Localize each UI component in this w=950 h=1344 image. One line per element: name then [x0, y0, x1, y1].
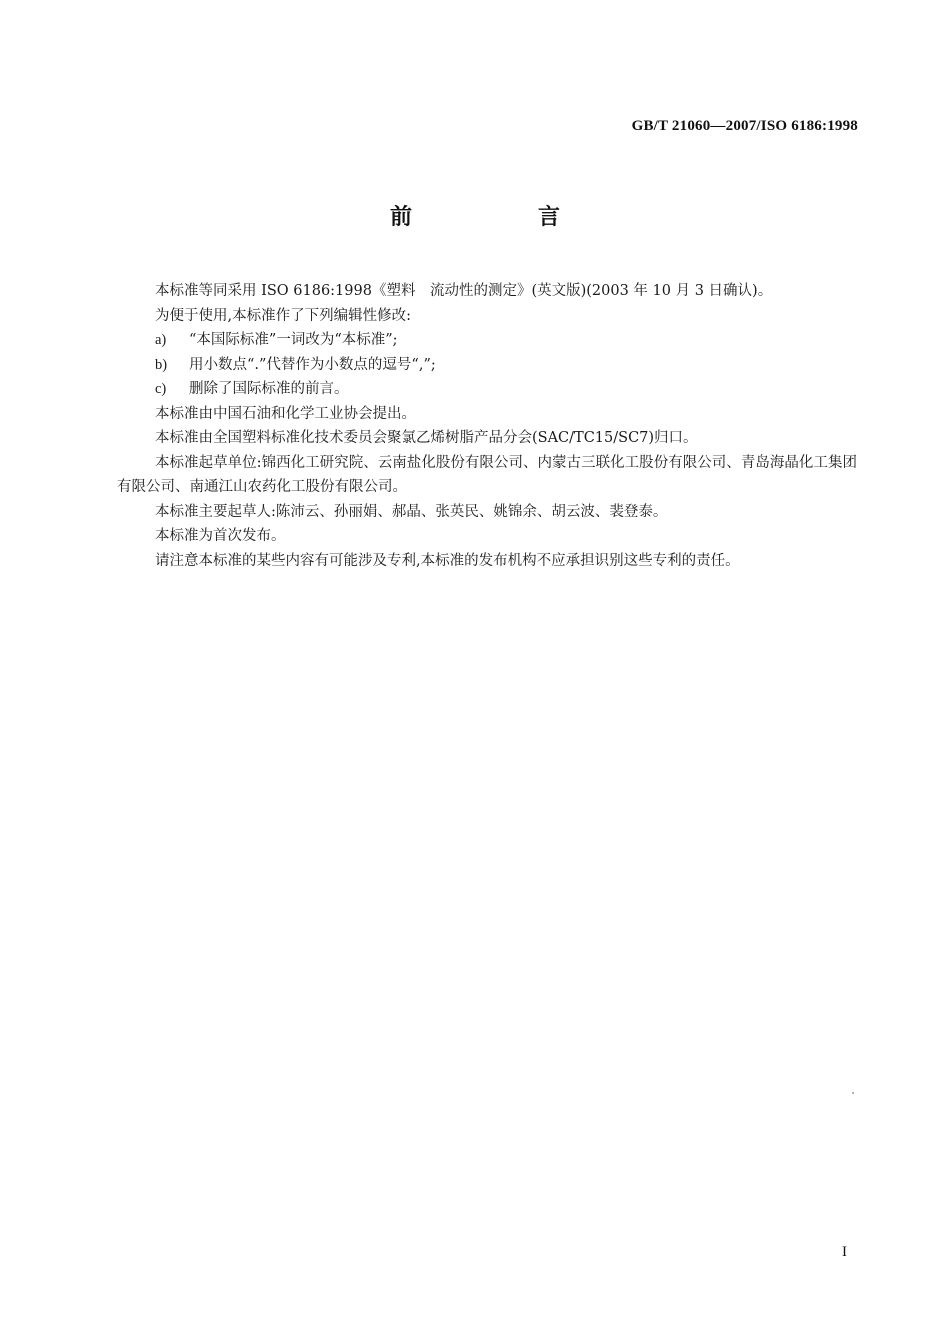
list-marker: c) — [155, 381, 167, 397]
scan-speck — [852, 1092, 854, 1094]
standard-code: GB/T 21060—2007/ISO 6186:1998 — [631, 118, 858, 134]
page-title: 前 言 — [389, 205, 612, 230]
list-text: 删除了国际标准的前言。 — [189, 381, 349, 397]
paragraph-drafters: 本标准主要起草人:陈沛云、孙丽娟、郝晶、张英民、姚锦余、胡云波、裴登泰。 — [155, 503, 668, 520]
paragraph-drafting-units: 本标准起草单位:锦西化工研究院、云南盐化股份有限公司、内蒙古三联化工股份有限公司、青岛海晶化工集团有限公司、南通江山农药化工股份有限公司。 — [117, 454, 857, 495]
list-marker: b) — [155, 356, 168, 373]
list-text: 用小数点“.”代替作为小数点的逗号“,”; — [189, 356, 436, 373]
paragraph-first-release: 本标准为首次发布。 — [155, 528, 286, 544]
list-marker: a) — [155, 332, 167, 348]
paragraph-proposer: 本标准由中国石油和化学工业协会提出。 — [155, 405, 416, 422]
list-item — [117, 328, 857, 353]
list-text: “本国际标准”一词改为“本标准”; — [189, 332, 398, 348]
paragraph-adoption: 本标准等同采用 ISO 6186:1998《塑料 流动性的测定》(英文版)(2003 年 10 月 3 日确认)。 — [155, 283, 773, 299]
paragraph-edits-intro: 为便于使用,本标准作了下列编辑性修改: — [155, 307, 411, 324]
list-item — [117, 377, 857, 402]
page-number: I — [842, 1244, 847, 1260]
foreword-body — [117, 279, 857, 573]
paragraph-patent-notice: 请注意本标准的某些内容有可能涉及专利,本标准的发布机构不应承担识别这些专利的责任。 — [155, 552, 740, 569]
paragraph-committee: 本标准由全国塑料标准化技术委员会聚氯乙烯树脂产品分会(SAC/TC15/SC7)归口。 — [155, 430, 698, 446]
list-item — [117, 353, 857, 378]
